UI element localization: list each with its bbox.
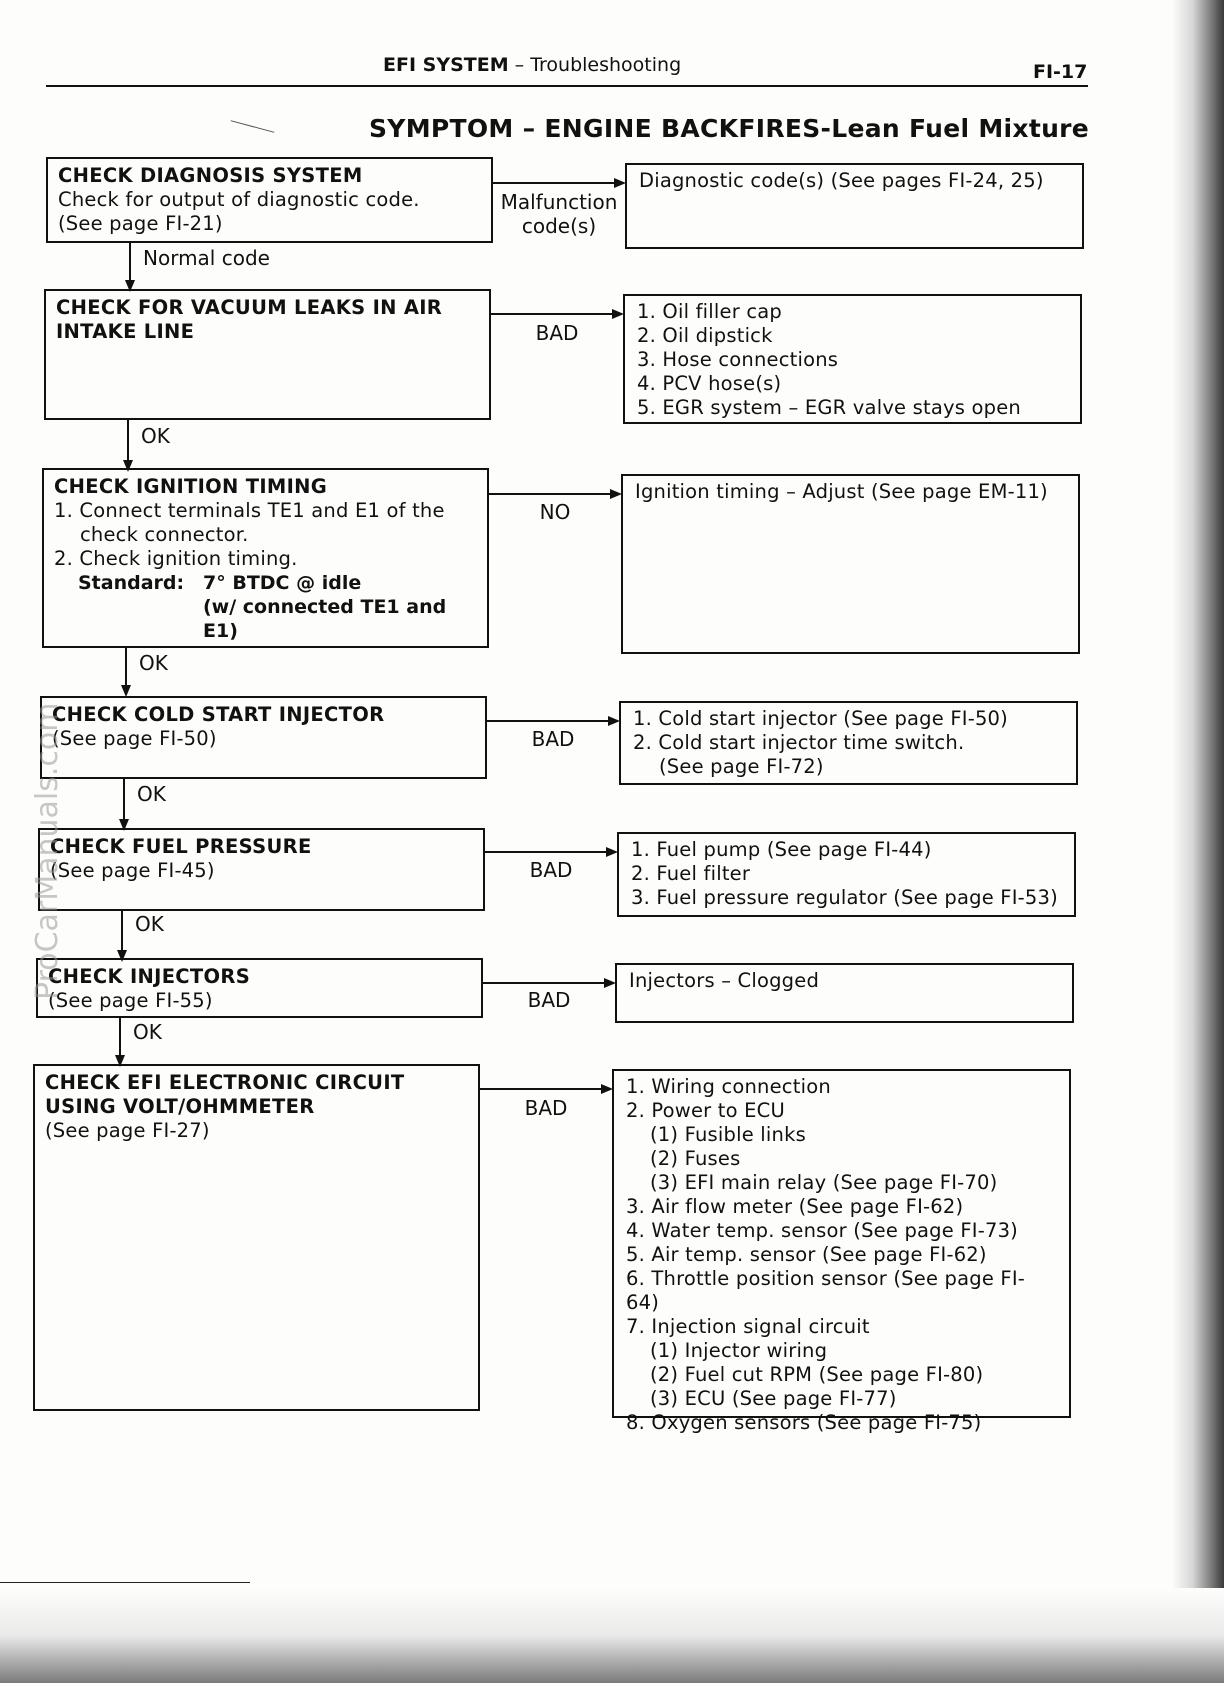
result-line: 6. Throttle position sensor (See page FI-64) — [626, 1267, 1026, 1314]
step-title: USING VOLT/OHMMETER — [45, 1095, 315, 1118]
branch-line — [489, 493, 611, 495]
branch-line — [491, 313, 613, 315]
flow-label-ok: OK — [141, 424, 170, 448]
standard-label: Standard: — [78, 572, 185, 594]
section-subtitle: – Troubleshooting — [508, 54, 682, 76]
result-efi-electronic-circuit — [612, 1069, 1071, 1434]
step-line: 2. Check ignition timing. — [54, 547, 298, 570]
result-line: 1. Oil filler cap — [637, 300, 782, 323]
branch-line — [493, 182, 615, 184]
standard-value: (w/ connected TE1 and — [203, 596, 447, 618]
flow-line — [125, 648, 127, 688]
result-line: 2. Oil dipstick — [637, 324, 773, 347]
step-line: 1. Connect terminals TE1 and E1 of the — [54, 499, 445, 522]
scan-bottom-shadow — [0, 1588, 1224, 1683]
result-line: Injectors – Clogged — [629, 969, 820, 992]
flow-label-ok: OK — [133, 1020, 162, 1044]
standard-value: E1) — [203, 620, 238, 642]
result-subline: (1) Injector wiring — [650, 1339, 828, 1362]
result-cold-start-injector — [619, 701, 1078, 785]
step-title: CHECK INJECTORS — [48, 965, 251, 988]
result-line: 2. Cold start injector time switch. — [633, 731, 965, 754]
result-line: 1. Fuel pump (See page FI-44) — [631, 838, 932, 861]
step-ignition-timing — [42, 468, 489, 648]
standard-value: 7° BTDC @ idle — [203, 572, 362, 594]
result-line: 3. Air flow meter (See page FI-62) — [626, 1195, 964, 1218]
result-fuel-pressure — [617, 832, 1076, 917]
result-subline: (3) ECU (See page FI-77) — [650, 1387, 897, 1410]
flow-line — [121, 911, 123, 953]
result-line: 5. Air temp. sensor (See page FI-62) — [626, 1243, 987, 1266]
step-line: check connector. — [80, 523, 249, 546]
flow-line — [119, 1018, 121, 1058]
result-line: 7. Injection signal circuit — [626, 1315, 870, 1338]
result-line: 2. Fuel filter — [631, 862, 751, 885]
flow-line — [129, 243, 131, 283]
result-subline: (1) Fusible links — [650, 1123, 806, 1146]
step-title: CHECK DIAGNOSIS SYSTEM — [58, 164, 363, 187]
step-title: CHECK EFI ELECTRONIC CIRCUIT — [45, 1071, 405, 1094]
step-line: (See page FI-55) — [48, 989, 213, 1012]
result-line: 5. EGR system – EGR valve stays open — [637, 396, 1021, 419]
flow-label-ok: OK — [139, 651, 168, 675]
result-line: 3. Hose connections — [637, 348, 839, 371]
step-title: CHECK COLD START INJECTOR — [52, 703, 385, 726]
flow-label-ok: OK — [137, 782, 166, 806]
step-efi-electronic-circuit — [33, 1064, 480, 1411]
result-line: 4. PCV hose(s) — [637, 372, 782, 395]
result-line: Diagnostic code(s) (See pages FI-24, 25) — [639, 169, 1044, 192]
branch-line — [483, 982, 605, 984]
branch-line — [487, 720, 609, 722]
step-line: Check for output of diagnostic code. — [58, 188, 420, 211]
scan-edge-shadow — [1172, 0, 1224, 1683]
flow-line — [127, 420, 129, 463]
flow-label-normal-code: Normal code — [143, 246, 270, 270]
branch-line — [480, 1088, 602, 1090]
branch-label-line: code(s) — [521, 214, 597, 238]
branch-label-bad: BAD — [535, 321, 579, 345]
result-line: 8. Oxygen sensors (See page FI-75) — [626, 1411, 982, 1434]
header-rule — [46, 85, 1088, 87]
pen-mark — [231, 120, 275, 133]
branch-line — [485, 851, 607, 853]
result-ignition-timing — [621, 474, 1080, 654]
branch-label-bad: BAD — [524, 1096, 568, 1120]
branch-label-malfunction — [493, 190, 625, 238]
result-diagnostic-codes — [625, 163, 1084, 249]
symptom-title: SYMPTOM – ENGINE BACKFIRES-Lean Fuel Mixture — [369, 114, 1090, 143]
flow-line — [123, 779, 125, 822]
result-line: Ignition timing – Adjust (See page EM-11) — [635, 480, 1048, 503]
result-line: 3. Fuel pressure regulator (See page FI-53) — [631, 886, 1058, 909]
flow-label-ok: OK — [135, 912, 164, 936]
step-injectors — [36, 958, 483, 1018]
step-line: (See page FI-21) — [58, 212, 223, 235]
section-header — [383, 54, 681, 76]
branch-label-bad: BAD — [529, 858, 573, 882]
section-name: EFI SYSTEM — [383, 54, 509, 76]
step-cold-start-injector — [40, 696, 487, 779]
step-diagnosis-system — [46, 157, 493, 243]
step-line: (See page FI-50) — [52, 727, 217, 750]
result-line: 2. Power to ECU — [626, 1099, 785, 1122]
result-injectors — [615, 963, 1074, 1023]
branch-label-bad: BAD — [531, 727, 575, 751]
watermark: ProCarManuals.com — [30, 702, 65, 1000]
result-vacuum-leaks — [623, 294, 1082, 424]
step-fuel-pressure — [38, 828, 485, 911]
step-line: (See page FI-45) — [50, 859, 215, 882]
step-title: CHECK FOR VACUUM LEAKS IN AIR — [56, 296, 443, 319]
page-number: FI-17 — [1033, 61, 1088, 83]
bottom-rule — [0, 1582, 250, 1583]
branch-label-no: NO — [539, 500, 571, 524]
result-subline: (2) Fuel cut RPM (See page FI-80) — [650, 1363, 984, 1386]
result-subline: (2) Fuses — [650, 1147, 741, 1170]
result-line: 1. Wiring connection — [626, 1075, 831, 1098]
result-line: (See page FI-72) — [659, 755, 824, 778]
step-title: INTAKE LINE — [56, 320, 195, 343]
branch-label-bad: BAD — [527, 988, 571, 1012]
step-line: (See page FI-27) — [45, 1119, 210, 1142]
result-subline: (3) EFI main relay (See page FI-70) — [650, 1171, 998, 1194]
step-title: CHECK IGNITION TIMING — [54, 475, 328, 498]
step-title: CHECK FUEL PRESSURE — [50, 835, 312, 858]
step-vacuum-leaks — [44, 289, 491, 420]
branch-label-line: Malfunction — [500, 190, 618, 214]
result-line: 4. Water temp. sensor (See page FI-73) — [626, 1219, 1018, 1242]
ignition-standard — [54, 571, 477, 643]
result-line: 1. Cold start injector (See page FI-50) — [633, 707, 1008, 730]
